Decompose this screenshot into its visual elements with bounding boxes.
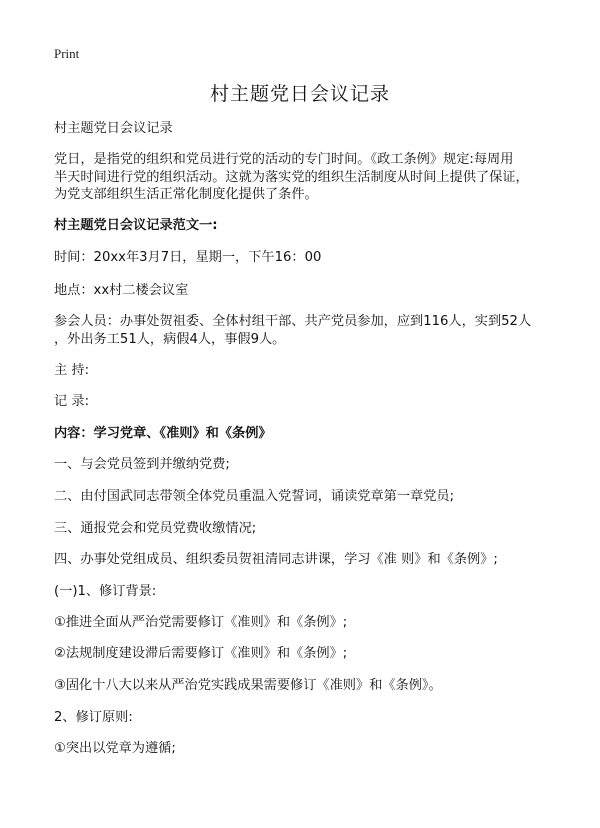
meeting-recorder: 记 录: — [54, 394, 90, 409]
agenda-item: 三、通报党会和党员党费收缴情况; — [54, 521, 257, 536]
content-heading: 内容：学习党章、《准则》和《条例》 — [54, 426, 272, 441]
attendees-line: 参会人员：办事处贺祖委、全体村组干部、共产党员参加，应到116人，实到52人 — [54, 314, 532, 329]
meeting-time: 时间：20xx年3月7日，星期一，下午16：00 — [54, 250, 322, 265]
intro-paragraph — [54, 151, 554, 204]
intro-line: 半天时间进行党的组织活动。这就为落实党的组织生活制度从时间上提供了保证， — [54, 169, 529, 185]
meeting-host: 主 持: — [54, 363, 90, 378]
intro-line: 为党支部组织生活正常化制度化提供了条件。 — [54, 187, 318, 202]
agenda-item: 四、办事处党组成员、组织委员贺祖清同志讲课，学习《准 则》和《条例》; — [54, 552, 498, 567]
agenda-item: 2、修订原则: — [54, 710, 133, 725]
agenda-item: ①推进全面从严治党需要修订《准则》和《条例》; — [54, 615, 348, 630]
attendees-line: ，外出务工51人，病假4人，事假9人。 — [54, 331, 286, 347]
agenda-item: ③固化十八大以来从严治党实践成果需要修订《准则》和《条例》。 — [54, 678, 442, 693]
meeting-place: 地点：xx村二楼会议室 — [54, 283, 189, 298]
agenda-item: 一、与会党员签到并缴纳党费; — [54, 457, 230, 472]
print-link[interactable]: Print — [54, 46, 80, 61]
agenda-item: (一)1、修订背景: — [54, 584, 157, 599]
agenda-item: ①突出以党章为遵循; — [54, 741, 176, 756]
intro-line: 党日，是指党的组织和党员进行党的活动的专门时间。《政工条例》规定:每周用 — [54, 152, 514, 167]
document-subtitle: 村主题党日会议记录 — [54, 121, 173, 136]
agenda-item: 二、由付国武同志带领全体党员重温入党誓词，诵读党章第一章党员; — [54, 489, 455, 504]
agenda-item: ②法规制度建设滞后需要修订《准则》和《条例》; — [54, 646, 348, 661]
document-title: 村主题党日会议记录 — [209, 83, 390, 105]
attendees-paragraph — [54, 313, 554, 348]
sample-heading: 村主题党日会议记录范文一: — [54, 218, 218, 233]
